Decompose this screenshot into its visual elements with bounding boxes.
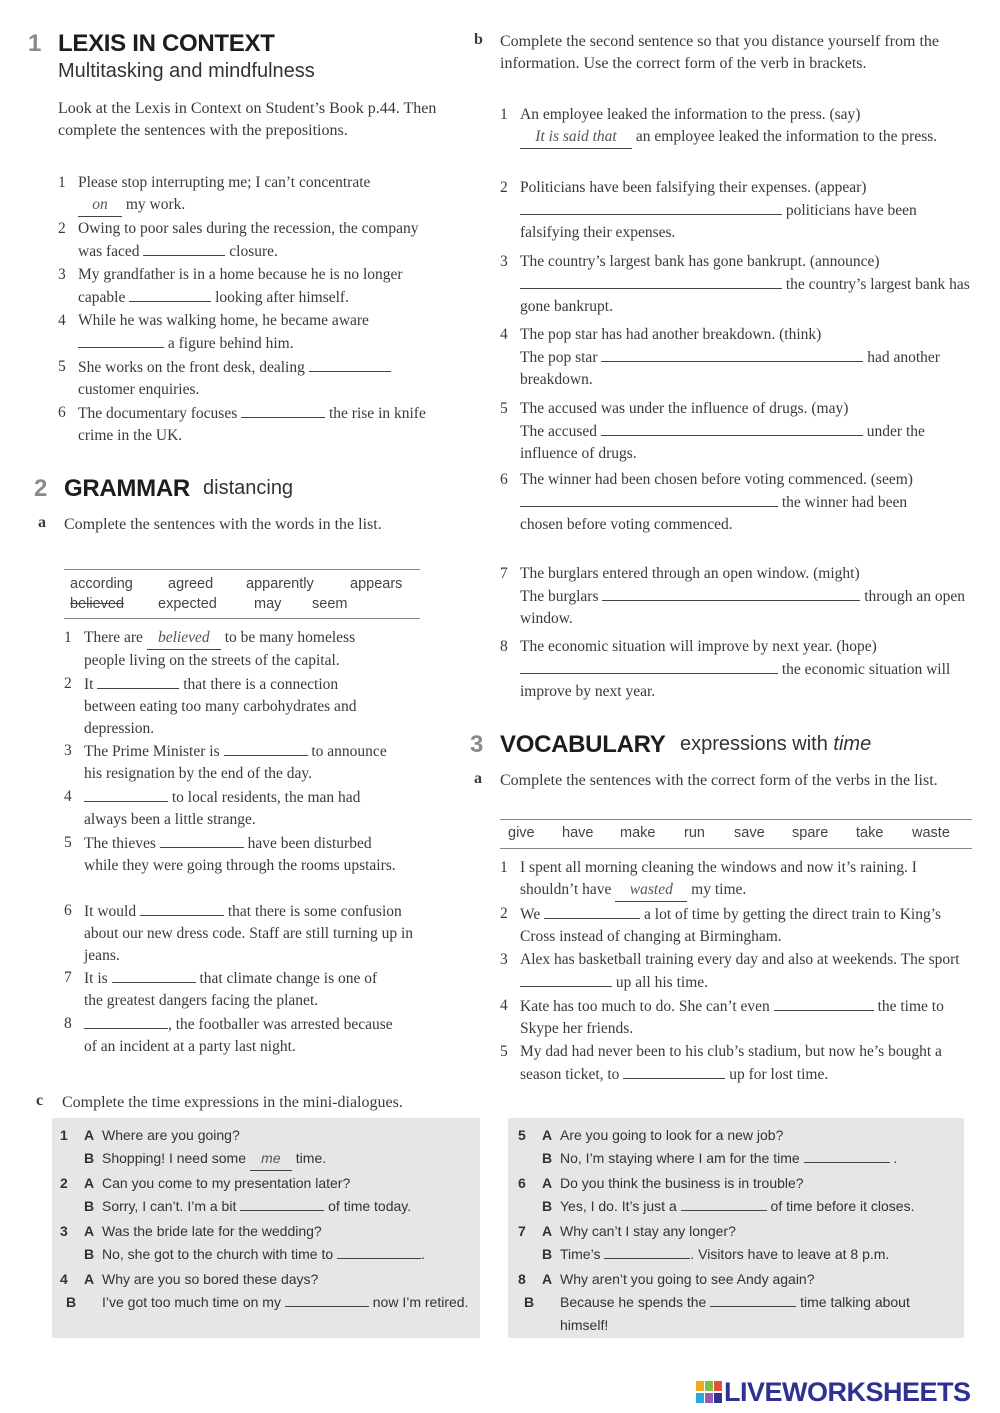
answer-blank[interactable] [143, 240, 225, 256]
grammar-item: 6 It would that there is some confusion about our new dress code. Staff are still turning up in jeans. [64, 902, 414, 964]
grammar-item: 8 , the footballer was arrested because of an incident at a party last night. [64, 1015, 393, 1055]
transform-item: 1 An employee leaked the information to the press. (say) It is said that an employee leaked the information to the press. [500, 104, 970, 149]
transform-item: 8 The economic situation will improve by next year. (hope) the economic situation will improve by next year. [500, 638, 951, 700]
answer-blank[interactable] [520, 491, 778, 507]
answer-blank[interactable]: believed [147, 627, 221, 650]
answer-blank[interactable]: wasted [615, 879, 687, 902]
vocab-item: 2 We a lot of time by getting the direct train to King’s Cross instead of changing at Birmingham. [500, 905, 942, 945]
transform-item: 2 Politicians have been falsifying their expenses. (appear) politicians have been falsifying their expenses. [500, 179, 917, 241]
word-list-item: agreed [168, 576, 214, 592]
answer-blank[interactable] [337, 1243, 421, 1259]
transform-item: 7 The burglars entered through an open window. (might) The burglars through an open window. [500, 565, 965, 627]
word-list-item: apparently [246, 576, 314, 592]
part-a-instruction: Complete the sentences with the words in the list. [64, 516, 382, 533]
word-list-item: give [508, 825, 535, 841]
answer-blank[interactable] [520, 971, 612, 987]
answer-blank[interactable] [160, 832, 244, 848]
liveworksheets-logo-icon [696, 1381, 722, 1405]
mini-dialogue: 3 A Was the bride late for the wedding? B No, she got to the church with time to . [60, 1223, 425, 1262]
transform-item: 5 The accused was under the influence of drugs. (may) The accused under the influence of drugs. [500, 400, 925, 462]
word-list-item: seem [312, 596, 348, 612]
word-list-item: spare [792, 825, 829, 841]
transform-item: 4 The pop star has had another breakdown. (think) The pop star had another breakdown. [500, 326, 940, 388]
grammar-item: 1 There are believed to be many homeless people living on the streets of the capital. [64, 629, 356, 669]
mini-dialogue: 5 A Are you going to look for a new job? B No, I’m staying where I am for the time . [518, 1127, 898, 1166]
mini-dialogue: 2 A Can you come to my presentation later? B Sorry, I can’t. I’m a bit of time today. [60, 1175, 412, 1214]
answer-blank[interactable] [140, 900, 224, 916]
mini-dialogue: 8 A Why aren’t you going to see Andy again? B Because he spends the time talking about himself! [518, 1271, 910, 1333]
answer-blank[interactable] [681, 1195, 767, 1211]
section-1-subtitle: Multitasking and mindfulness [58, 60, 315, 82]
section-3-title: VOCABULARY [500, 731, 666, 758]
transform-item: 3 The country’s largest bank has gone bankrupt. (announce) the country’s largest bank has gone bankrupt. [500, 253, 970, 315]
answer-blank[interactable] [241, 402, 325, 418]
answer-blank[interactable] [84, 786, 168, 802]
section-1-title: LEXIS IN CONTEXT [58, 30, 275, 57]
section-1-number: 1 [28, 30, 42, 57]
word-list-item: may [254, 596, 282, 612]
part-a-letter: a [474, 770, 482, 787]
grammar-item: 5 The thieves have been disturbed while they were going through the rooms upstairs. [64, 834, 396, 874]
section-2-subtitle: distancing [203, 477, 294, 499]
word-list-box [64, 569, 420, 619]
section-1-item: 6 The documentary focuses the rise in knife crime in the UK. [58, 404, 426, 444]
part-c-letter: c [36, 1092, 44, 1109]
answer-blank[interactable] [78, 332, 164, 348]
section-1-item: 5 She works on the front desk, dealing customer enquiries. [58, 356, 443, 401]
answer-blank[interactable] [604, 1243, 690, 1259]
answer-blank[interactable] [601, 346, 863, 362]
grammar-item: 4 to local residents, the man had always been a little strange. [64, 788, 361, 828]
answer-blank[interactable] [710, 1291, 796, 1307]
answer-blank[interactable]: It is said that [520, 126, 632, 149]
mini-dialogue: 4 A Why are you so bored these days? B I’ve got too much time on my now I’m retired. [60, 1271, 469, 1310]
section-3-subtitle: expressions with time [680, 733, 872, 755]
answer-blank[interactable] [804, 1147, 890, 1163]
dialogue-box-right [508, 1118, 964, 1338]
answer-blank[interactable] [774, 995, 874, 1011]
answer-blank[interactable] [240, 1195, 324, 1211]
section-2-title: GRAMMAR [64, 475, 190, 502]
answer-blank[interactable] [602, 585, 860, 601]
grammar-item: 3 The Prime Minister is to announce his resignation by the end of the day. [64, 742, 387, 782]
answer-blank[interactable] [112, 967, 196, 983]
grammar-item: 2 It that there is a connection between eating too many carbohydrates and depression. [64, 675, 357, 737]
part-b-letter: b [474, 31, 483, 48]
mini-dialogue: 7 A Why can’t I stay any longer? B Time’s . Visitors have to leave at 8 p.m. [518, 1223, 890, 1262]
word-list-item: take [856, 825, 884, 841]
answer-blank[interactable]: on [78, 194, 122, 217]
word-list-item: waste [912, 825, 950, 841]
answer-blank[interactable] [309, 356, 391, 372]
answer-blank[interactable] [520, 199, 782, 215]
answer-blank[interactable] [129, 286, 211, 302]
section-1-item: 1 Please stop interrupting me; I can’t concentrate on my work. [58, 172, 443, 217]
mini-dialogue: 6 A Do you think the business is in trouble? B Yes, I do. It’s just a of time before it closes. [518, 1175, 915, 1214]
section-3-number: 3 [470, 731, 484, 758]
answer-blank[interactable] [520, 658, 778, 674]
dialogue-box-left [52, 1118, 480, 1338]
word-list-item: according [70, 576, 133, 592]
section-1-item: 3 My grandfather is in a home because he is no longer capable looking after himself. [58, 266, 403, 306]
word-list-box [500, 819, 972, 849]
part-a-letter: a [38, 514, 46, 531]
answer-blank[interactable] [601, 420, 863, 436]
grammar-item: 7 It is that climate change is one of the greatest dangers facing the planet. [64, 969, 378, 1009]
section-1-item: 2 Owing to poor sales during the recession, the company was faced closure. [58, 220, 419, 260]
word-list-item: run [684, 825, 705, 841]
vocab-item: 1 I spent all morning cleaning the windows and now it’s raining. I shouldn’t have wasted my time. [500, 857, 930, 902]
part-b-instruction: Complete the second sentence so that you distance yourself from the information. Use the correct form of the verb in brackets. [500, 33, 939, 72]
transform-item: 6 The winner had been chosen before voting commenced. (seem) the winner had been chosen before voting commenced. [500, 471, 913, 533]
word-list-item-used: believed [70, 596, 125, 612]
word-list-item: save [734, 825, 765, 841]
answer-blank[interactable] [285, 1291, 369, 1307]
mini-dialogue: 1 A Where are you going? B Shopping! I need some me time. [60, 1124, 475, 1171]
vocab-item: 4 Kate has too much to do. She can’t even the time to Skype her friends. [500, 997, 944, 1037]
word-list-item: expected [158, 596, 217, 612]
answer-blank[interactable] [97, 673, 179, 689]
section-1-item: 4 While he was walking home, he became aware a figure behind him. [58, 312, 369, 352]
answer-blank[interactable] [520, 273, 782, 289]
part-a-instruction: Complete the sentences with the correct form of the verbs in the list. [500, 772, 938, 789]
answer-blank[interactable] [224, 740, 308, 756]
section-1-instruction: Look at the Lexis in Context on Student’s Book p.44. Then complete the sentences with the prepositions. [58, 100, 437, 139]
part-c-instruction: Complete the time expressions in the mini-dialogues. [62, 1094, 403, 1111]
word-list-item: make [620, 825, 656, 841]
liveworksheets-logo-text: LIVEWORKSHEETS [724, 1377, 971, 1407]
word-list-item: have [562, 825, 594, 841]
section-2-number: 2 [34, 475, 48, 502]
answer-blank[interactable] [623, 1063, 725, 1079]
answer-blank[interactable] [84, 1013, 168, 1029]
word-list-item: appears [350, 576, 403, 592]
vocab-item: 3 Alex has basketball training every day and also at weekends. The sport up all his time. [500, 951, 960, 991]
vocab-item: 5 My dad had never been to his club’s stadium, but now he’s bought a season ticket, to up for lost time. [500, 1043, 942, 1083]
answer-blank[interactable] [544, 903, 640, 919]
answer-blank[interactable]: me [250, 1147, 292, 1171]
